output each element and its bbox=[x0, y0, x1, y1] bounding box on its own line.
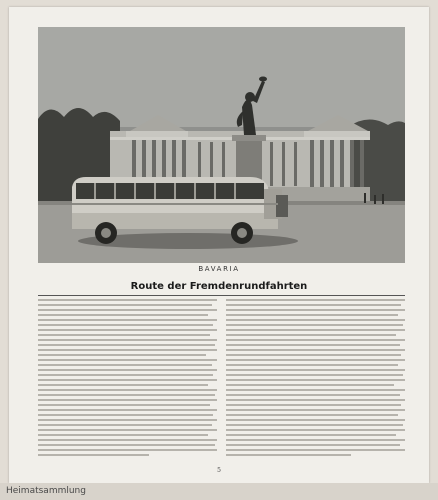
footer-bar bbox=[0, 483, 438, 500]
text-column-right bbox=[226, 299, 405, 461]
heading-divider bbox=[38, 295, 405, 296]
text-column-left bbox=[38, 299, 217, 461]
page-number: 5 bbox=[217, 467, 221, 474]
photo-illustration bbox=[38, 27, 405, 263]
brochure-page bbox=[9, 7, 429, 483]
article-heading: Route der Fremdenrundfahrten bbox=[130, 281, 308, 292]
photo-bavaria-bus bbox=[38, 27, 405, 263]
watermark-text: Heimatsammlung bbox=[6, 486, 86, 496]
photo-caption: BAVARIA bbox=[198, 265, 240, 273]
